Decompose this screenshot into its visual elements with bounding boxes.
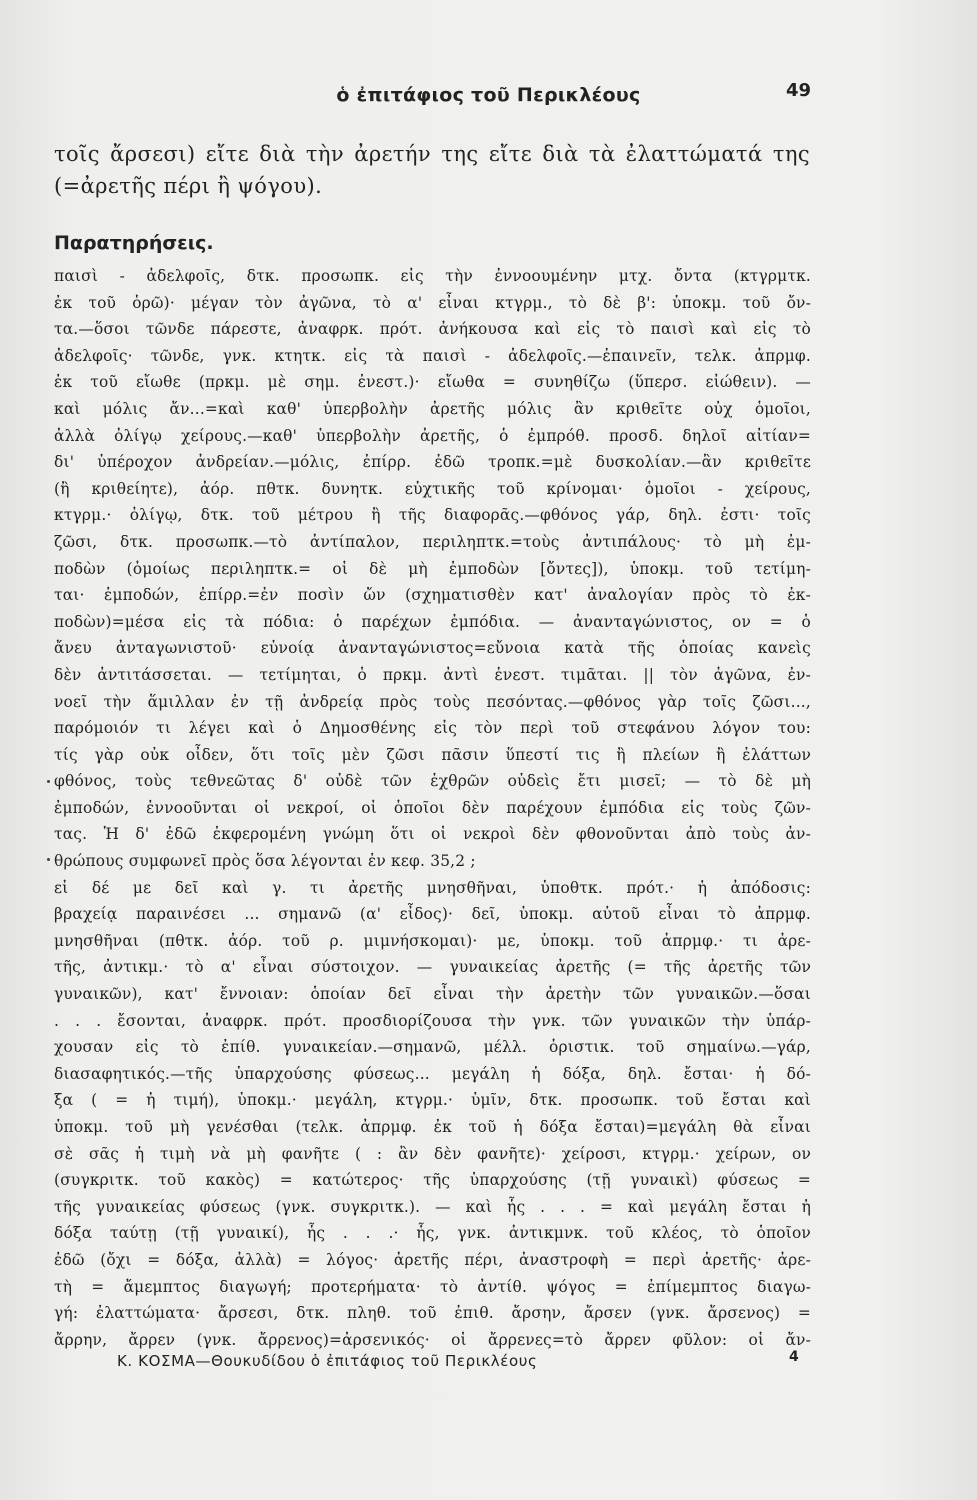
section-heading: Παρατηρήσεις. (54, 232, 214, 254)
commentary-line: γυναικῶν), κατ' ἔννοιαν: ὁποίαν δεῖ εἶναι τὴν ἀρετὴν τῶν γυναικῶν.—ὅσαι (54, 985, 811, 1004)
commentary-line: (συγκριτκ. τοῦ κακὸς) = κατώτερος· τῆς ὑπαρχούσης (τῇ γυναικὶ) φύσεως = (54, 1171, 811, 1190)
commentary-line: τὴ = ἄμεμπτος διαγωγή; προτερήματα· τὸ ἀντίθ. ψόγος = ἐπίμεμπτος διαγω- (54, 1277, 811, 1296)
commentary-line: γή: ἐλαττώματα· ἄρσεσι, δτκ. πληθ. τοῦ ἐπιθ. ἄρσην, ἄρσεν (γνκ. ἄρσενος) = (54, 1304, 811, 1323)
commentary-line: ἐκ τοῦ ὁρῶ)· μέγαν τὸν ἀγῶνα, τὸ α' εἶναι κτγρμ., τὸ δὲ β': ὑποκμ. τοῦ ὄν- (54, 293, 811, 312)
commentary-line: θρώπους συμφωνεῖ πρὸς ὅσα λέγονται ἐν κεφ. 35,2 ; (54, 852, 476, 871)
commentary-line: δόξα ταύτῃ (τῇ γυναικί), ἧς . . .· ἧς, γνκ. ἀντικμνκ. τοῦ κλέος, τὸ ὁποῖον (54, 1224, 811, 1243)
commentary-line: ἐκ τοῦ εἴωθε (πρκμ. μὲ σημ. ἐνεστ.)· εἴωθα = συνηθίζω (ὕπερσ. εἰώθειν). — (54, 373, 811, 392)
commentary-line: ἄνευ ἀνταγωνιστοῦ· εὐνοίᾳ ἀνανταγώνιστος=εὔνοια κατὰ τῆς ὁποίας κανεὶς (54, 639, 811, 658)
signature-mark: 4 (789, 1349, 799, 1365)
commentary-line: ἀδελφοῖς· τῶνδε, γνκ. κτητκ. εἰς τὰ παισὶ - ἀδελφοῖς.—ἐπαινεῖν, τελκ. ἀπρμφ. (54, 346, 811, 365)
commentary-line: ἄρρην, ἄρρεν (γνκ. ἄρρενος)=ἀρσενικός· οἱ ἄρρενες=τὸ ἄρρεν φῦλον: οἱ ἄν- (54, 1330, 811, 1349)
page-number: 49 (786, 80, 812, 101)
commentary-line: τίς γὰρ οὐκ οἶδεν, ὅτι τοῖς μὲν ζῶσι πᾶσιν ὕπεστί τις ἢ πλείων ἢ ἐλάττων (54, 745, 811, 764)
commentary-line: ποδὼν)=μέσα εἰς τὰ πόδια: ὁ παρέχων ἐμπόδια. — ἀνανταγώνιστος, ον = ὁ (54, 612, 811, 631)
commentary-line: ζῶσι, δτκ. προσωπκ.—τὸ ἀντίπαλον, περιληπτκ.=τοὺς ἀντιπάλους· τὸ μὴ ἐμ- (54, 532, 811, 551)
margin-mark (47, 780, 50, 783)
commentary-line: εἰ δέ με δεῖ καὶ γ. τι ἀρετῆς μνησθῆναι, ὑποθτκ. πρότ.· ἡ ἀπόδοσις: (54, 878, 811, 897)
intro-line: (=ἀρετῆς πέρι ἢ ψόγου). (54, 174, 323, 198)
commentary-line: καὶ μόλις ἄν...=καὶ καθ' ὑπερβολὴν ἀρετῆς μόλις ἂν κριθεῖτε οὐχ ὁμοῖοι, (54, 399, 811, 418)
intro-line: τοῖς ἄρσεσι) εἴτε διὰ τὴν ἀρετήν της εἴτε διὰ τὰ ἐλαττώματά της (54, 142, 810, 166)
commentary-line: ται· ἐμποδών, ἐπίρρ.=ἐν ποσὶν ὤν (σχηματισθὲν κατ' ἀναλογίαν πρὸς τὸ ἐκ- (54, 586, 811, 605)
commentary-line: τῆς, ἀντικμ.· τὸ α' εἶναι σύστοιχον. — γυναικείας ἀρετῆς (= τῆς ἀρετῆς τῶν (54, 958, 811, 977)
commentary-line: ὑποκμ. τοῦ μὴ γενέσθαι (τελκ. ἀπρμφ. ἐκ τοῦ ἡ δόξα ἔσται)=μεγάλη θὰ εἶναι (54, 1118, 811, 1136)
margin-mark (47, 858, 50, 861)
commentary-line: ξα ( = ἡ τιμή), ὑποκμ.· μεγάλη, κτγρμ.· ὑμῖν, δτκ. προσωπκ. τοῦ ἔσται καὶ (54, 1091, 811, 1110)
commentary-line: (ἢ κριθείητε), ἀόρ. πθτκ. δυνητκ. εὐχτικῆς τοῦ κρίνομαι· ὁμοῖοι - χείρους, (54, 479, 811, 498)
commentary-line: τας. Ἡ δ' ἐδῶ ἐκφερομένη γνώμη ὅτι οἱ νεκροὶ δὲν φθονοῦνται ἀπὸ τοὺς ἀν- (54, 825, 811, 844)
commentary-line: ποδὼν (ὁμοίως περιληπτκ.= οἱ δὲ μὴ ἐμποδὼν [ὄντες]), ὑποκμ. τοῦ τετίμη- (54, 559, 811, 578)
commentary-line: ἐδῶ (ὄχι = δόξα, ἀλλὰ) = λόγος· ἀρετῆς πέρι, ἀναστροφὴ = περὶ ἀρετῆς· ἀρε- (54, 1250, 811, 1269)
commentary-line: τῆς γυναικείας φύσεως (γνκ. συγκριτκ.). — καὶ ἧς . . . = καὶ μεγάλη ἔσται ἡ (54, 1197, 811, 1216)
commentary-line: ἐμποδών, ἐννοοῦνται οἱ νεκροί, οἱ ὁποῖοι δὲν παρέχουν ἐμπόδια εἰς τοὺς ζῶν- (54, 798, 811, 817)
commentary-line: βραχείᾳ παραινέσει ... σημανῶ (α' εἶδος)· δεῖ, ὑποκμ. αὐτοῦ εἶναι τὸ ἀπρμφ. (54, 905, 811, 924)
intro-text (54, 138, 810, 202)
commentary-line: τα.—ὅσοι τῶνδε πάρεστε, ἀναφρκ. πρότ. ἀνήκουσα καὶ εἰς τὸ παισὶ καὶ εἰς τὸ (54, 320, 811, 339)
commentary-line: κτγρμ.· ὀλίγῳ, δτκ. τοῦ μέτρου ἢ τῆς διαφορᾶς.—φθόνος γάρ, δηλ. ἐστι· τοῖς (54, 506, 811, 525)
commentary-line: φθόνος, τοὺς τεθνεῶτας δ' οὐδὲ τῶν ἐχθρῶν οὐδεὶς ἔτι μισεῖ; — τὸ δὲ μὴ (54, 772, 811, 791)
commentary-line: μνησθῆναι (πθτκ. ἀόρ. τοῦ ρ. μιμνήσκομαι)· με, ὑποκμ. τοῦ ἀπρμφ.· τι ἀρε- (54, 931, 811, 950)
commentary-line: παρόμοιόν τι λέγει καὶ ὁ Δημοσθένης εἰς τὸν περὶ τοῦ στεφάνου λόγον του: (54, 719, 811, 738)
commentary-line: δι' ὑπέροχον ἀνδρείαν.—μόλις, ἐπίρρ. ἐδῶ τροπκ.=μὲ δυσκολίαν.—ἂν κριθεῖτε (54, 453, 811, 472)
commentary-line: διασαφητικός.—τῆς ὑπαρχούσης φύσεως... μεγάλη ἡ δόξα, δηλ. ἔσται· ἡ δό- (54, 1064, 811, 1083)
commentary-line: χουσαν εἰς τὸ ἐπίθ. γυναικείαν.—σημανῶ, μέλλ. ὁριστικ. τοῦ σημαίνω.—γάρ, (54, 1038, 811, 1057)
running-head: ὁ ἐπιτάφιος τοῦ Περικλέους (336, 84, 641, 106)
commentary-line: νοεῖ τὴν ἅμιλλαν ἐν τῇ ἀνδρείᾳ πρὸς τοὺς πεσόντας.—φθόνος γὰρ τοῖς ζῶσι..., (54, 692, 811, 711)
commentary-line: παισὶ - ἀδελφοῖς, δτκ. προσωπκ. εἰς τὴν ἐννοουμένην μτχ. ὄντα (κτγρμτκ. (54, 267, 811, 285)
commentary-body (54, 263, 811, 1353)
commentary-line: ἀλλὰ ὀλίγῳ χείρους.—καθ' ὑπερβολὴν ἀρετῆς, ὁ ἐμπρόθ. προσδ. δηλοῖ αἰτίαν= (54, 426, 811, 445)
commentary-line: δὲν ἀντιτάσσεται. — τετίμηται, ὁ πρκμ. ἀντὶ ἐνεστ. τιμᾶται. || τὸν ἀγῶνα, ἐν- (54, 665, 811, 684)
commentary-line: σὲ σᾶς ἡ τιμὴ νὰ μὴ φανῆτε ( : ἂν δὲν φανῆτε)· χείροσι, κτγρμ.· χείρων, ον (54, 1144, 811, 1163)
footer-text: Κ. ΚΟΣΜΑ—Θουκυδίδου ὁ ἐπιτάφιος τοῦ Περικλέους (117, 1352, 538, 1370)
commentary-line: . . . ἔσονται, ἀναφρκ. πρότ. προσδιορίζουσα τὴν γνκ. τῶν γυναικῶν τὴν ὑπάρ- (54, 1011, 811, 1030)
